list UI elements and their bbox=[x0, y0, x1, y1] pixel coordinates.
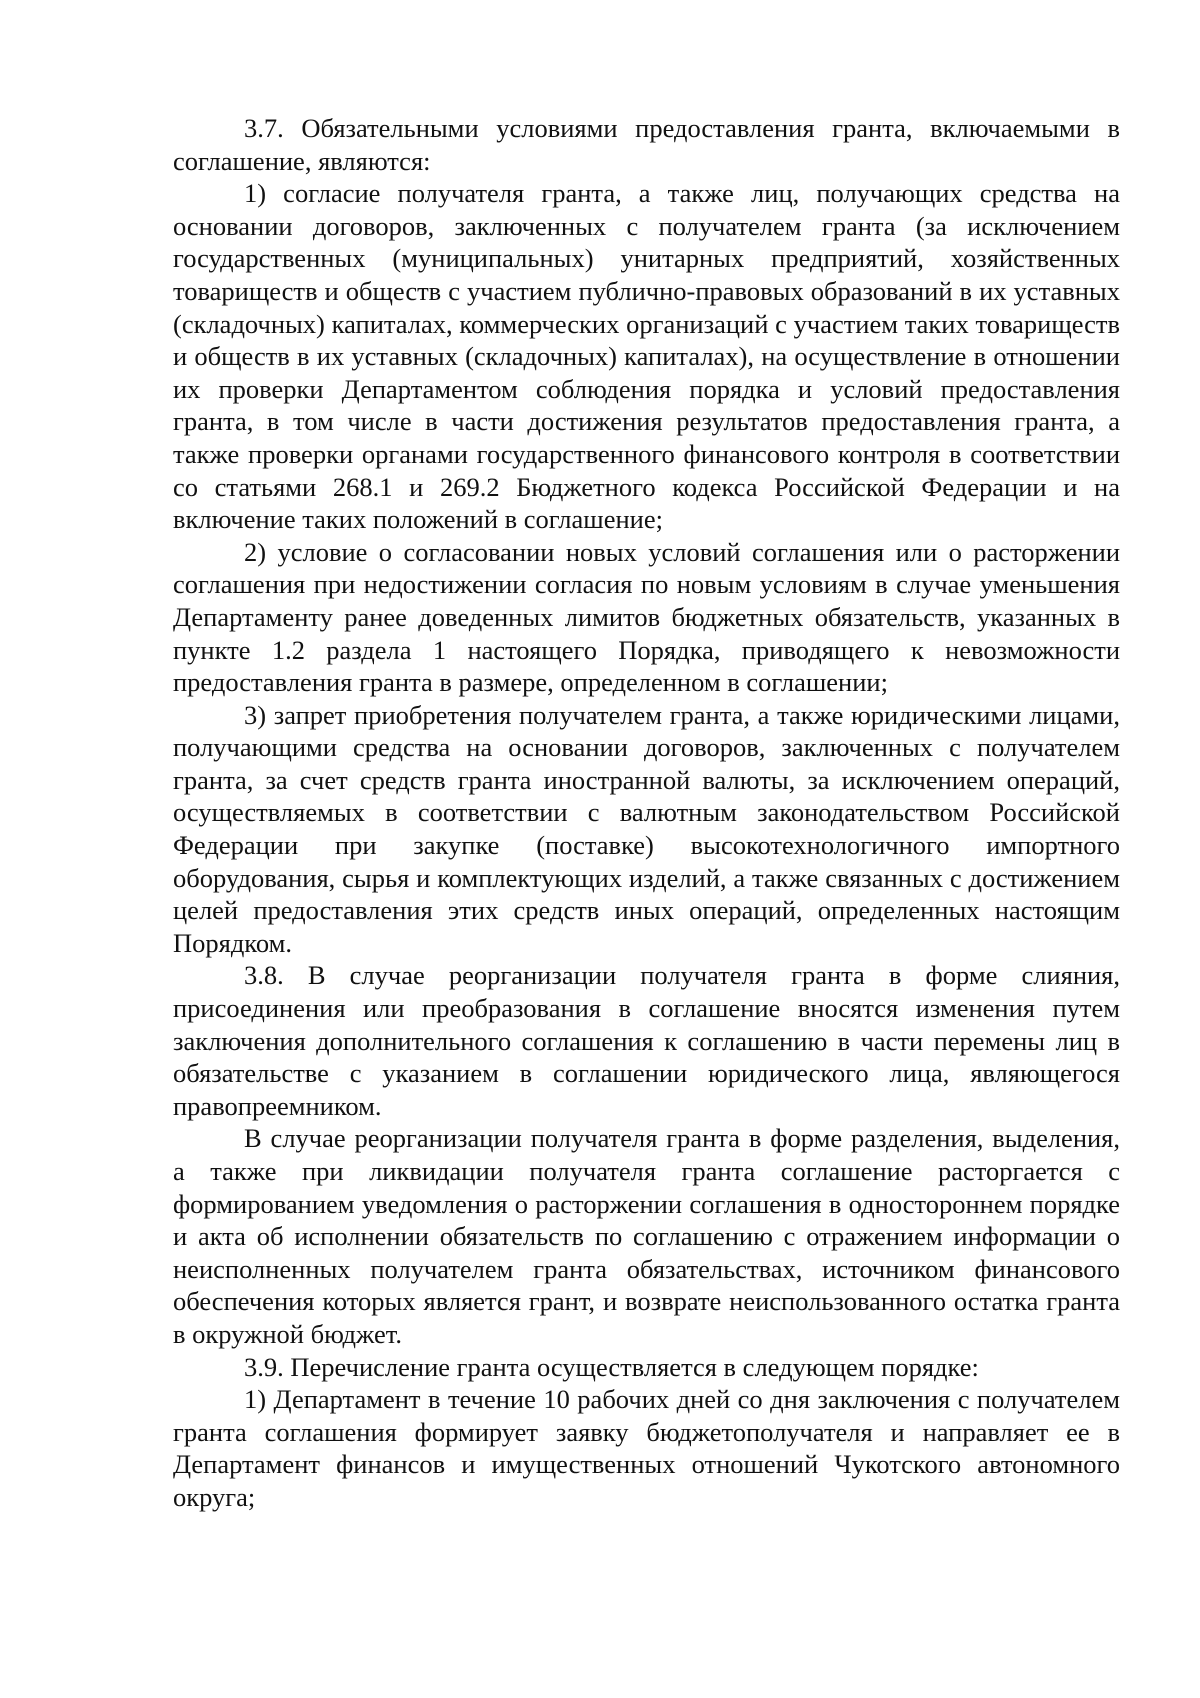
paragraph-3-9: 3.9. Перечисление гранта осуществляется в следующем порядке: bbox=[244, 1351, 979, 1382]
paragraph-3-7: 3.7. Обязательными условиями предоставления гранта, включаемыми в соглашение, являются: bbox=[173, 113, 1120, 176]
document-page bbox=[173, 112, 1120, 1514]
paragraph-3-7-item-3: 3) запрет приобретения получателем гранта, а также юридическими лицами, получающими средства на основании договоров, заключенных с получателем гранта, за счет средств гранта иностранной валюты, за исключением операций, осуществляемых в соответствии с валютным законодательством Российской Федерации при закупке (поставке) высокотехнологичного импортного оборудования, сырья и комплектующих изделий, а также связанных с достижением целей предоставления этих средств иных операций, определенных настоящим Порядком. bbox=[173, 699, 1120, 958]
paragraph-3-7-item-2: 2) условие о согласовании новых условий соглашения или о расторжении соглашения при недостижении согласия по новым условиям в случае уменьшения Департаменту ранее доведенных лимитов бюджетных обязательств, указанных в пункте 1.2 раздела 1 настоящего Порядка, приводящего к невозможности предоставления гранта в размере, определенном в соглашении; bbox=[173, 536, 1120, 698]
paragraph-3-9-item-1: 1) Департамент в течение 10 рабочих дней со дня заключения с получателем гранта соглашения формирует заявку бюджетополучателя и направляет ее в Департамент финансов и имущественных отношений Чукотского автономного округа; bbox=[173, 1384, 1120, 1512]
paragraph-3-7-item-1: 1) согласие получателя гранта, а также лиц, получающих средства на основании договоров, заключенных с получателем гранта (за исключением государственных (муниципальных) унитарных предприятий, хозяйственных товариществ и обществ с участием публично-правовых образований в их уставных (складочных) капиталах, коммерческих организаций с участием таких товариществ и обществ в их уставных (складочных) капиталах), на осуществление в отношении их проверки Департаментом соблюдения порядка и условий предоставления гранта, в том числе в части достижения результатов предоставления гранта, а также проверки органами государственного финансового контроля в соответствии со статьями 268.1 и 269.2 Бюджетного кодекса Российской Федерации и на включение таких положений в соглашение; bbox=[173, 178, 1120, 535]
paragraph-3-8: 3.8. В случае реорганизации получателя гранта в форме слияния, присоединения или преобразования в соглашение вносятся изменения путем заключения дополнительного соглашения к соглашению в части перемены лиц в обязательстве с указанием в соглашении юридического лица, являющегося правопреемником. bbox=[173, 960, 1120, 1121]
paragraph-3-8-continued: В случае реорганизации получателя гранта в форме разделения, выделения, а также при ликвидации получателя гранта соглашение расторгается с формированием уведомления о расторжении соглашения в одностороннем порядке и акта об исполнении обязательств по соглашению с отражением информации о неисполненных получателем гранта обязательствах, источником финансового обеспечения которых является грант, и возврате неиспользованного остатка гранта в окружной бюджет. bbox=[173, 1123, 1120, 1349]
